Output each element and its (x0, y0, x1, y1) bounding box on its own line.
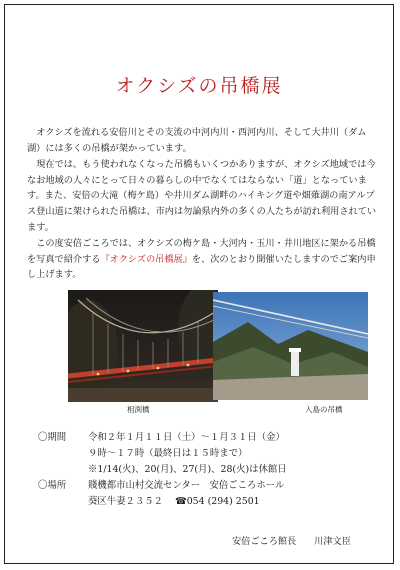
photo-aibuchi-bridge (68, 290, 218, 402)
closed-days-row (38, 462, 378, 478)
period-row (38, 430, 378, 446)
paragraph-3-after: を、次のとおり開催いたしますのでご案内申し上げます。 (27, 253, 376, 281)
caption-left: 相渕橋 (127, 405, 150, 414)
period-label: 〇期間 (38, 432, 67, 443)
venue-address: 葵区牛妻２３５２ (88, 496, 164, 507)
place-row (38, 478, 378, 494)
signature-name: 川津文臣 (314, 536, 351, 547)
venue-name: 賤機都市山村交流センター 安倍ごころホール (88, 480, 285, 491)
caption-right: 入島の吊橋 (305, 405, 343, 414)
paragraph-2: 現在では、もう使われなくなった吊橋もいくつかありますが、オクシズ地域では今なお地域の人々にとって日々の暮らしの中でなくてはならない「道」となっています。また、安倍の大滝（梅ケ島）や井川ダム湖畔のハイキング道や畑薙湖の南アルプス登山道に架けられた吊橋は、市内は勿論県内外の多くの人たちが訪れ利用されています。 (27, 159, 377, 233)
period-hours-row (38, 446, 378, 462)
signature (232, 533, 351, 547)
spacer (38, 494, 88, 510)
phone-number: 054 (294) 2501 (186, 496, 260, 507)
paragraph-1: オクシズを流れる安倍川とその支流の中河内川・西河内川、そして大井川（ダム湖）には多くの吊橋が架かっています。 (27, 127, 367, 154)
signature-role: 安倍ごころ館長 (232, 536, 297, 547)
spacer (163, 494, 175, 510)
spacer (38, 462, 88, 478)
paragraph-3-before: この度安倍ごころでは、オクシズの梅ケ島・大河内・玉川・井川地区に架かる吊橋を写真で紹介する (27, 238, 376, 265)
event-info (38, 430, 378, 510)
address-row (38, 494, 378, 510)
paragraph-3 (27, 236, 377, 283)
phone-icon: ☎ (175, 496, 187, 507)
period-hours: ９時～１７時（最終日は１５時まで） (88, 448, 248, 459)
place-label: 〇場所 (38, 480, 67, 491)
closed-days: ※1/14(火)、20(月)、27(月)、28(火)は休館日 (88, 464, 287, 475)
photo-irijima-bridge (213, 292, 368, 400)
spacer (38, 446, 88, 462)
exhibition-name: 『オクシズの吊橋展』 (100, 253, 192, 265)
page-title: オクシズの吊橋展 (115, 75, 283, 97)
body-text (27, 125, 377, 284)
period-dates: 令和２年１月１１日（土）～１月３１日（金） (88, 432, 285, 443)
